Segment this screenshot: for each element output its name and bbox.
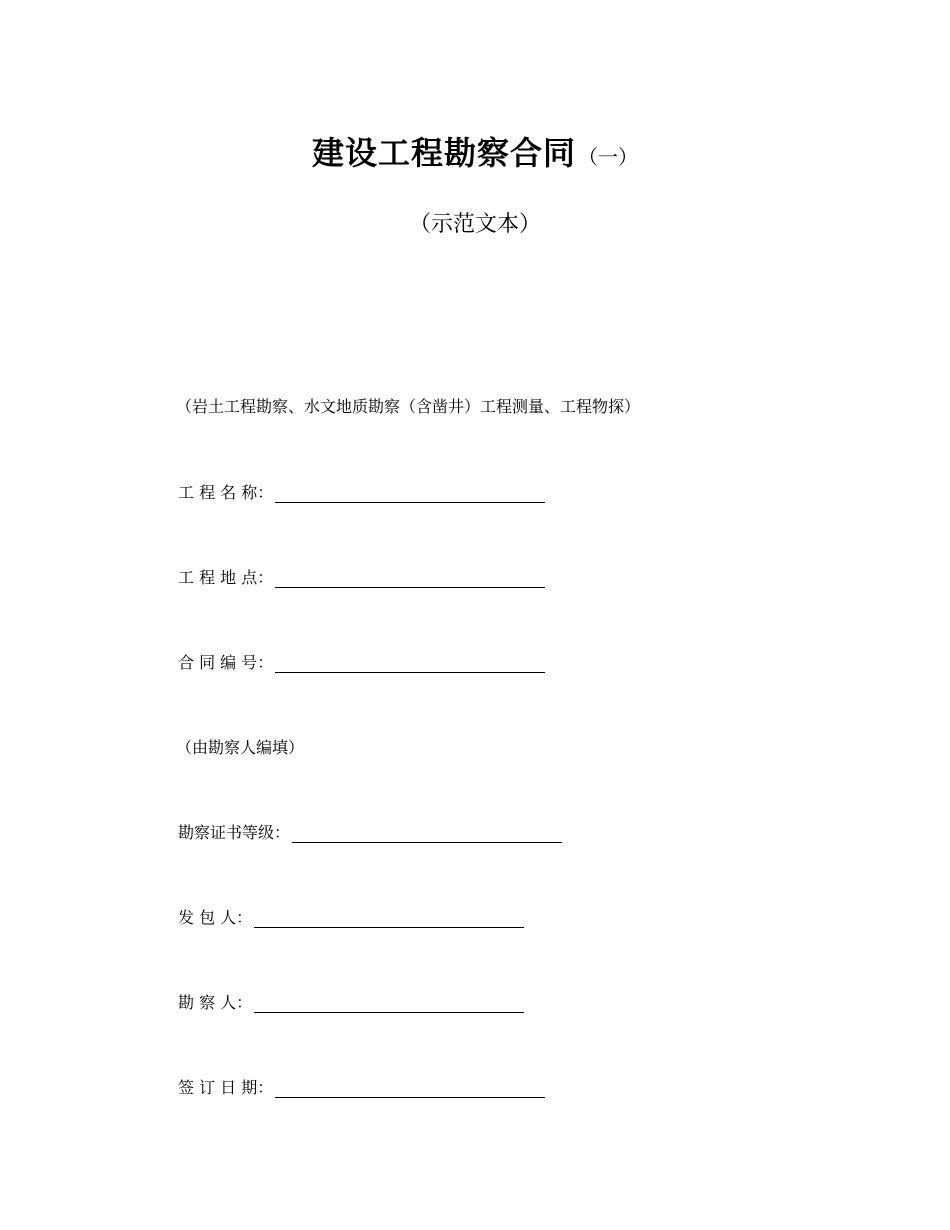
project-name-field	[178, 480, 545, 503]
scope-description: （岩土工程勘察、水文地质勘察（含凿井）工程测量、工程物探）	[176, 397, 641, 416]
contract-number-blank[interactable]	[275, 652, 545, 673]
signing-date-blank[interactable]	[275, 1077, 545, 1098]
document-title-suffix: （一）	[578, 145, 638, 169]
title-row	[0, 128, 950, 174]
certificate-level-label: 勘察证书等级：	[178, 823, 291, 842]
fill-in-note: （由勘察人编填）	[176, 738, 305, 757]
document-subtitle: （示范文本）	[408, 212, 541, 237]
project-location-label: 工 程 地 点：	[178, 568, 274, 587]
certificate-level-blank[interactable]	[292, 822, 562, 843]
project-location-field	[178, 565, 545, 588]
signing-date-label: 签 订 日 期：	[178, 1078, 274, 1097]
client-label: 发 包 人：	[178, 908, 253, 927]
project-name-blank[interactable]	[275, 482, 545, 503]
project-location-blank[interactable]	[275, 567, 545, 588]
certificate-level-field	[178, 820, 562, 843]
contract-number-field	[178, 650, 545, 673]
project-name-label: 工 程 名 称：	[178, 483, 274, 502]
surveyor-field	[178, 990, 524, 1013]
signing-date-field	[178, 1075, 545, 1098]
client-field	[178, 905, 524, 928]
surveyor-blank[interactable]	[254, 992, 524, 1013]
contract-number-label: 合 同 编 号：	[178, 653, 274, 672]
surveyor-label: 勘 察 人：	[178, 993, 253, 1012]
document-title: 建设工程勘察合同	[311, 134, 576, 172]
client-blank[interactable]	[254, 907, 524, 928]
